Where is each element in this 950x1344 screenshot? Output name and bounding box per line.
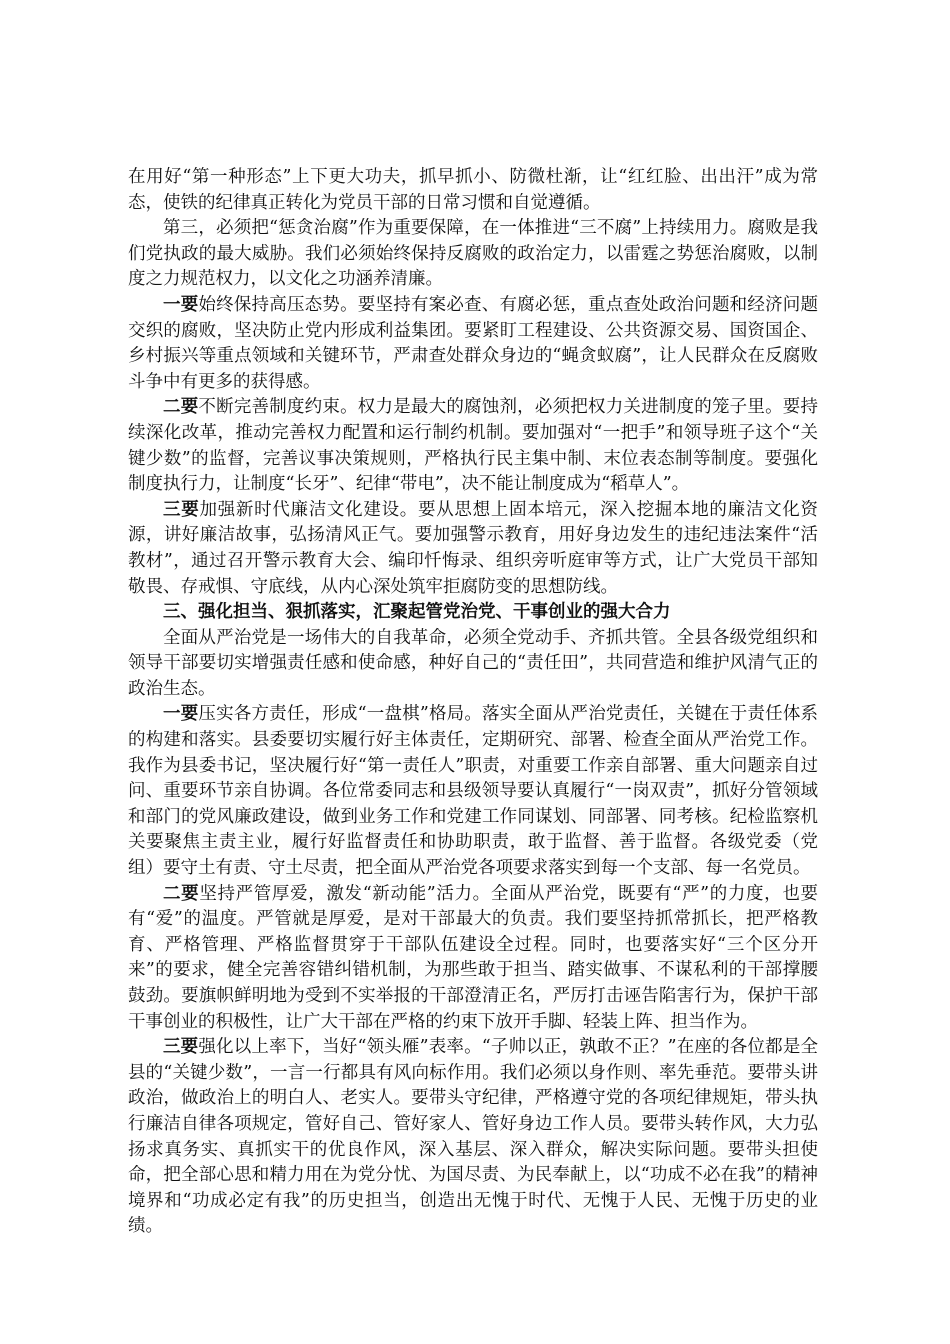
- paragraph-3: [128, 293, 818, 395]
- paragraph-text: 第三，必须把“惩贪治腐”作为重要保障，在一体推进“三不腐”上持续用力。腐败是我们党执政的最大威胁。我们必须始终保持反腐败的政治定力，以雷霆之势惩治腐败，以制度之力规范权力，以文化之功涵养清廉。: [128, 218, 818, 290]
- paragraph-lead: 二要: [163, 883, 200, 904]
- paragraph-9: [128, 882, 818, 1036]
- paragraph-text: 始终保持高压态势。要坚持有案必查、有腐必惩，重点查处政治问题和经济问题交织的腐败，坚决防止党内形成利益集团。要紧盯工程建设、公共资源交易、国资国企、乡村振兴等重点领域和关键环节，严肃查处群众身边的“蝇贪蚁腐”，让人民群众在反腐败斗争中有更多的获得感。: [128, 294, 819, 392]
- section-heading-text: 三、强化担当、狠抓落实，汇聚起管党治党、干事创业的强大合力: [163, 602, 671, 623]
- paragraph-2: [128, 216, 818, 293]
- paragraph-7: [128, 626, 818, 703]
- paragraph-lead: 一要: [163, 704, 199, 725]
- paragraph-5: [128, 498, 818, 600]
- paragraph-text: 不断完善制度约束。权力是最大的腐蚀剂，必须把权力关进制度的笼子里。要持续深化改革，推动完善权力配置和运行制约机制。要加强对“一把手”和领导班子这个“关键少数”的监督，完善议事决策规则，严格执行民主集中制、末位表态制等制度。要强化制度执行力，让制度“长牙”、纪律“带电”，决不能让制度成为“稻草人”。: [128, 397, 819, 495]
- document-body: [128, 165, 818, 1240]
- paragraph-lead: 三要: [163, 499, 200, 520]
- paragraph-lead: 三要: [163, 1037, 199, 1058]
- paragraph-text: 全面从严治党是一场伟大的自我革命，必须全党动手、齐抓共管。全县各级党组织和领导干部要切实增强责任感和使命感，种好自己的“责任田”，共同营造和维护风清气正的政治生态。: [128, 627, 818, 699]
- paragraph-lead: 一要: [163, 294, 199, 315]
- paragraph-text: 强化以上率下，当好“领头雁”表率。“子帅以正，孰敢不正？”在座的各位都是全县的“关键少数”，一言一行都具有风向标作用。我们必须以身作则、率先垂范。要带头讲政治，做政治上的明白人、老实人。要带头守纪律，严格遵守党的各项纪律规矩，带头执行廉洁自律各项规定，管好自己、管好家人、管好身边工作人员。要带头转作风，大力弘扬求真务实、真抓实干的优良作风，深入基层、深入群众，解决实际问题。要带头担使命，把全部心思和精力用在为党分忧、为国尽责、为民奉献上，以“功成不必在我”的精神境界和“功成必定有我”的历史担当，创造出无愧于时代、无愧于人民、无愧于历史的业绩。: [128, 1037, 818, 1237]
- paragraph-text: 压实各方责任，形成“一盘棋”格局。落实全面从严治党责任，关键在于责任体系的构建和落实。县委要切实履行好主体责任，定期研究、部署、检查全面从严治党工作。我作为县委书记，坚决履行好“第一责任人”职责，对重要工作亲自部署、重大问题亲自过问、重要环节亲自协调。各位常委同志和县级领导要认真履行“一岗双责”，抓好分管领域和部门的党风廉政建设，做到业务工作和党建工作同谋划、同部署、同考核。纪检监察机关要聚焦主责主业，履行好监督责任和协助职责，敢于监督、善于监督。各级党委（党组）要守土有责、守土尽责，把全面从严治党各项要求落实到每一个支部、每一名党员。: [128, 704, 819, 879]
- paragraph-text: 坚持严管厚爱，激发“新动能”活力。全面从严治党，既要有“严”的力度，也要有“爱”的温度。严管就是厚爱，是对干部最大的负责。我们要坚持抓常抓长，把严格教育、严格管理、严格监督贯穿于干部队伍建设全过程。同时，也要落实好“三个区分开来”的要求，健全完善容错纠错机制，为那些敢于担当、踏实做事、不谋私利的干部撑腰鼓劲。要旗帜鲜明地为受到不实举报的干部澄清正名，严厉打击诬告陷害行为，保护干部干事创业的积极性，让广大干部在严格的约束下放开手脚、轻装上阵、担当作为。: [128, 883, 818, 1032]
- paragraph-text: 在用好“第一种形态”上下更大功夫，抓早抓小、防微杜渐，让“红红脸、出出汗”成为常态，使铁的纪律真正转化为党员干部的日常习惯和自觉遵循。: [128, 167, 818, 213]
- paragraph-lead: 二要: [163, 397, 199, 418]
- paragraph-1: [128, 165, 818, 216]
- paragraph-10: [128, 1035, 818, 1240]
- paragraph-4: [128, 395, 818, 497]
- section-heading: [128, 600, 818, 626]
- paragraph-8: [128, 702, 818, 881]
- paragraph-text: 加强新时代廉洁文化建设。要从思想上固本培元，深入挖掘本地的廉洁文化资源，讲好廉洁故事，弘扬清风正气。要加强警示教育，用好身边发生的违纪违法案件“活教材”，通过召开警示教育大会、编印忏悔录、组织旁听庭审等方式，让广大党员干部知敬畏、存戒惧、守底线，从内心深处筑牢拒腐防变的思想防线。: [128, 499, 819, 597]
